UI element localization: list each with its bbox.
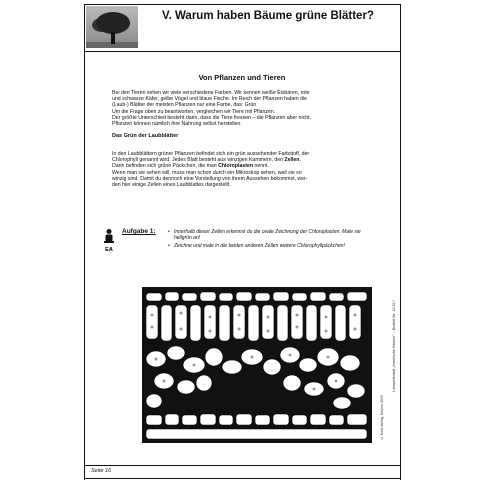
intro-line: und schwarze Käfer, gelbe Vögel und blaue Fische. Im Reich der Pflanzen haben die (112, 96, 307, 103)
task-icon-label: EA (105, 247, 113, 253)
intro-line: Pflanzen können nämlich ihre Nahrung selbst herstellen. (112, 121, 242, 128)
footer-rule (84, 465, 401, 466)
section-heading: Das Grün der Laubblätter (112, 133, 179, 139)
intro-line: Um die Frage oben zu beantworten, vergleichen wir Tiere mit Pflanzen. (112, 108, 276, 115)
body-line: Wenn man sie sehen will, muss man schon durch ein Mikroskop sehen, weil sie so (112, 169, 302, 176)
body-line: Darin befinden sich grüne Päckchen, die man Chloroplasten nennt. (112, 163, 269, 170)
task-label: Aufgabe 1: (122, 228, 156, 235)
task-bullet: • Innerhalb dieser Zellen erkennst du die ovale Zeichnung der Chloroplasten. Male sie hellgrün an! (168, 229, 368, 241)
leaf-cross-section-diagram (142, 287, 372, 443)
chlorophyll-paragraph (112, 151, 382, 188)
page-title: V. Warum haben Bäume grüne Blätter? (162, 10, 374, 22)
intro-line: Der größte Unterschied besteht darin, dass die Tiere fressen – die Pflanzen aber nicht. (112, 114, 311, 121)
page-border-bottom (84, 478, 401, 479)
tree-photo-icon (86, 6, 138, 48)
page-number: Seite 16 (91, 468, 112, 474)
section-subtitle: Von Pflanzen und Tieren (198, 73, 286, 82)
body-line: In den Laubblättern grüner Pflanzen befindet sich ein grün aussehender Farbstoff, der (112, 151, 310, 157)
intro-line: (Laub-) Blätter der meisten Pflanzen nur eine Farbe, das: Grün (112, 102, 257, 109)
task-instructions (168, 229, 368, 251)
term-chloroplasten: Chloroplasten (218, 163, 254, 170)
task-bullet: • Zeichne und male in die beiden anderen Zellen weitere Chlorophyllpäckchen! (168, 243, 368, 249)
body-line: Chlorophyll genannt wird. Jedes Blatt besteht aus winzigen Kammern, den Zellen. (112, 157, 301, 164)
side-copyright: © Kohl-Verlag, Kerpen 2009 (380, 395, 384, 441)
intro-paragraph (112, 90, 382, 127)
body-line: winzig sind. Damit du dennoch eine Vorstellung von ihrem Aussehen bekommst, wer- (112, 175, 308, 182)
individual-work-icon (102, 228, 116, 256)
term-zellen: Zellen (284, 157, 300, 164)
side-note: Lernwerkstatt „Heimische Bäume" – Bestell-Nr. 10 517 (392, 300, 396, 392)
intro-line: Bei den Tieren sehen wir viele verschiedene Farben. Wir kennen weiße Eisbären, rote (112, 90, 310, 96)
body-line: den hier einige Zellen eines Laubblattes dargestellt. (112, 182, 231, 189)
